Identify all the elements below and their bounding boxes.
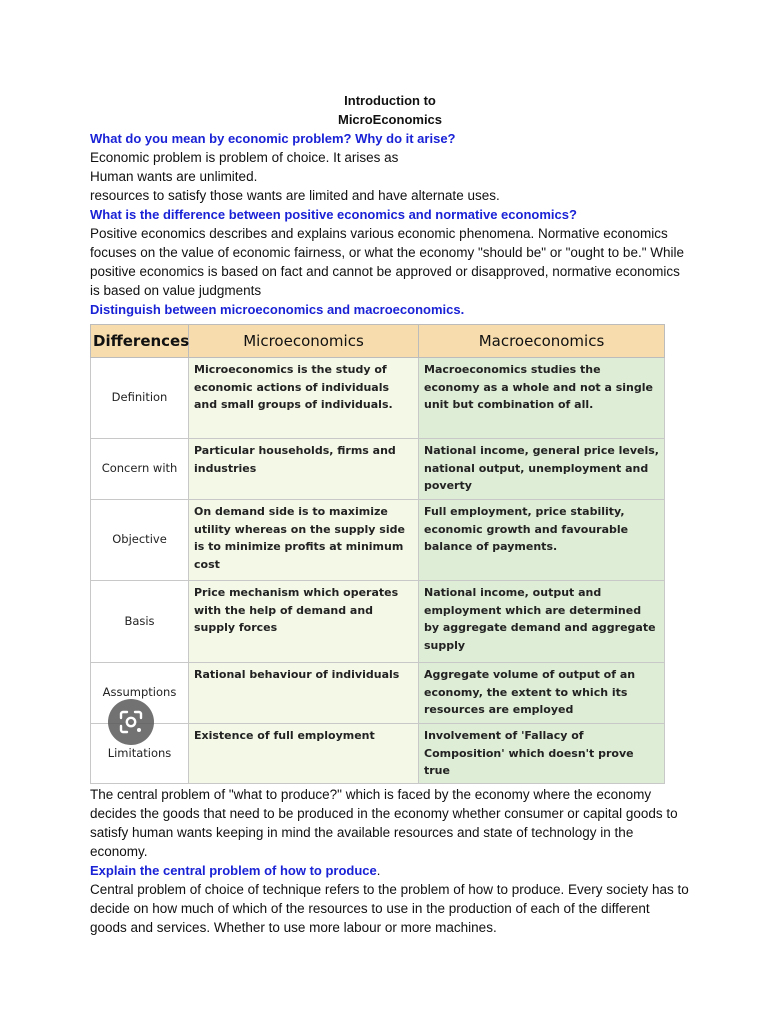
google-lens-icon[interactable] xyxy=(108,699,154,745)
macro-cell: National income, output and employment which are determined by aggregate demand and aggregate supply xyxy=(419,581,665,663)
macro-cell: Macroeconomics studies the economy as a whole and not a single unit but combination of all. xyxy=(419,358,665,439)
answer-economic-problem xyxy=(90,148,690,205)
answer-line: Human wants are unlimited. xyxy=(90,169,258,184)
macro-cell: Full employment, price stability, economic growth and favourable balance of payments. xyxy=(419,500,665,581)
macro-cell: National income, general price levels, national output, unemployment and poverty xyxy=(419,439,665,500)
table-row xyxy=(91,439,665,500)
micro-cell: Particular households, firms and industries xyxy=(189,439,419,500)
header-differences: Differences xyxy=(91,325,189,358)
table-row xyxy=(91,724,665,784)
table-header-row xyxy=(91,325,665,358)
question-economic-problem: What do you mean by economic problem? Why do it arise? xyxy=(90,131,456,146)
micro-cell: Existence of full employment xyxy=(189,724,419,784)
header-micro: Microeconomics xyxy=(189,325,419,358)
page-title-line2: MicroEconomics xyxy=(337,112,443,127)
answer-positive-normative: Positive economics describes and explains various economic phenomena. Normative economics focuses on the value of economic fairness, or what the economy "should be" or "ought to be." While positive economics is based on fact and cannot be approved or disapproved, normative economics is based on value judgments xyxy=(90,226,684,298)
question-micro-macro: Distinguish between microeconomics and macroeconomics. xyxy=(90,302,465,317)
comparison-table-image xyxy=(90,324,664,777)
micro-cell: Rational behaviour of individuals xyxy=(189,663,419,724)
answer-line: Economic problem is problem of choice. It arises as xyxy=(90,150,399,165)
document-page xyxy=(90,91,690,937)
macro-cell: Aggregate volume of output of an economy, the extent to which its resources are employed xyxy=(419,663,665,724)
micro-cell: Price mechanism which operates with the help of demand and supply forces xyxy=(189,581,419,663)
lens-glyph xyxy=(118,709,144,735)
row-label: Definition xyxy=(91,358,189,439)
row-label: Limitations xyxy=(91,724,189,784)
answer-what-to-produce: The central problem of "what to produce?" which is faced by the economy where the economy decides the goods that need to be produced in the economy whether consumer or capital goods to satisfy human wants keeping in mind the available resources and state of technology in the economy. xyxy=(90,787,678,859)
question-text: Explain the central problem of how to produce xyxy=(90,863,377,878)
answer-how-to-produce: Central problem of choice of technique refers to the problem of how to produce. Every society has to decide on how much of which of the resources to use in the production of each of the different goods and services. Whether to use more labour or more machines. xyxy=(90,882,689,935)
table-row xyxy=(91,358,665,439)
question-positive-normative: What is the difference between positive economics and normative economics? xyxy=(90,207,577,222)
row-label: Objective xyxy=(91,500,189,581)
row-label: Basis xyxy=(91,581,189,663)
row-label: Assumptions xyxy=(91,663,189,724)
answer-line: resources to satisfy those wants are limited and have alternate uses. xyxy=(90,188,500,203)
table-row xyxy=(91,581,665,663)
macro-cell: Involvement of 'Fallacy of Composition' which doesn't prove true xyxy=(419,724,665,784)
row-label: Concern with xyxy=(91,439,189,500)
table-row xyxy=(91,500,665,581)
comparison-table xyxy=(90,324,665,784)
table-row xyxy=(91,663,665,724)
micro-cell: On demand side is to maximize utility whereas on the supply side is to minimize profits at minimum cost xyxy=(189,500,419,581)
page-title-line1: Introduction to xyxy=(344,93,436,108)
micro-cell: Microeconomics is the study of economic actions of individuals and small groups of individuals. xyxy=(189,358,419,439)
question-how-to-produce: Explain the central problem of how to produce. xyxy=(90,863,381,878)
header-macro: Macroeconomics xyxy=(419,325,665,358)
